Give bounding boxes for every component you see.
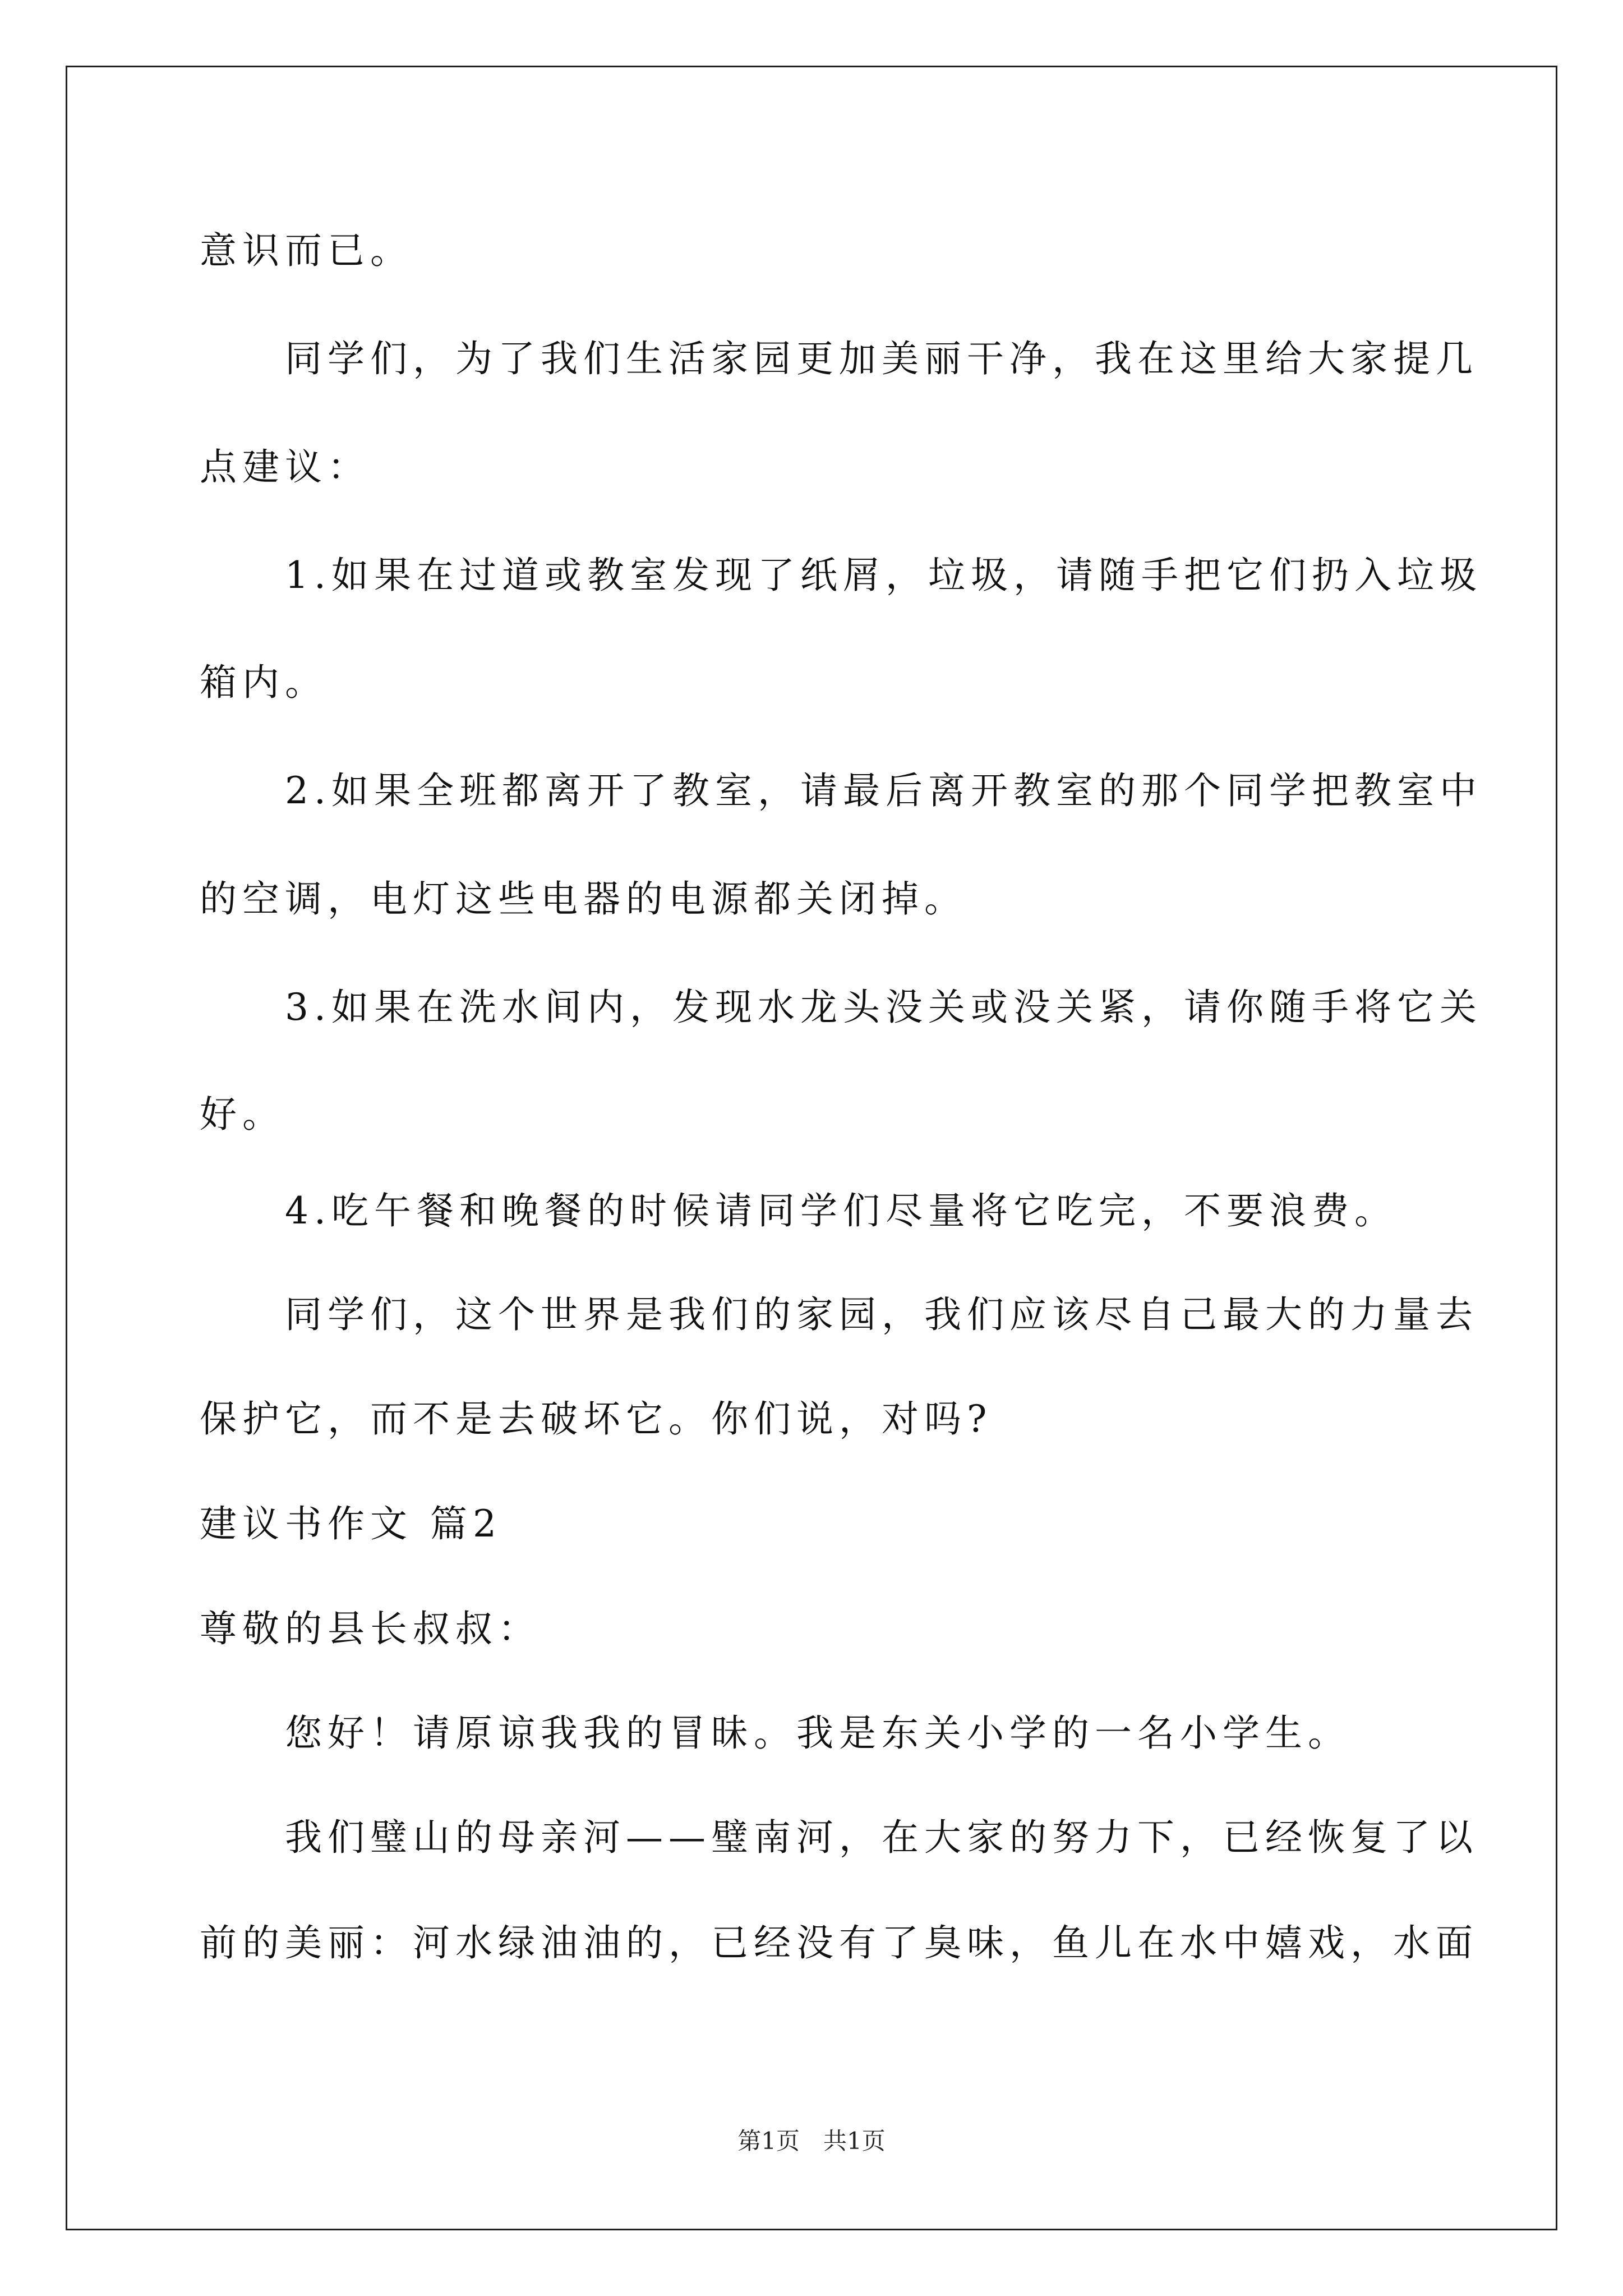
text-line: 2.如果全班都离开了教室，请最后离开教室的那个同学把教室中 [200,769,1482,812]
text-line: 同学们，为了我们生活家园更加美丽干净，我在这里给大家提几 [200,337,1478,380]
text-line: 保护它，而不是去破坏它。你们说，对吗? [200,1397,993,1441]
text-line: 1.如果在过道或教室发现了纸屑，垃圾，请随手把它们扔入垃圾 [200,554,1482,597]
text-line: 箱内。 [200,661,328,704]
section-heading: 建议书作文 篇2 [200,1502,502,1545]
page-footer: 第1页 共1页 [737,2127,886,2155]
text-line: 我们璧山的母亲河——璧南河，在大家的努力下，已经恢复了以 [200,1816,1478,1859]
text-line: 同学们，这个世界是我们的家园，我们应该尽自己最大的力量去 [200,1293,1478,1336]
text-line: 好。 [200,1093,285,1136]
text-line: 前的美丽：河水绿油油的，已经没有了臭味，鱼儿在水中嬉戏，水面 [200,1921,1478,1964]
text-line: 的空调，电灯这些电器的电源都关闭掉。 [200,877,967,921]
text-line: 您好！请原谅我我的冒昧。我是东关小学的一名小学生。 [200,1711,1350,1755]
salutation: 尊敬的县长叔叔： [200,1607,541,1650]
text-line: 意识而已。 [200,229,413,272]
text-line: 3.如果在洗水间内，发现水龙头没关或没关紧，请你随手将它关 [200,986,1482,1029]
page-border [66,66,1557,2230]
text-line: 4.吃午餐和晚餐的时候请同学们尽量将它吃完，不要浪费。 [200,1189,1397,1232]
text-line: 点建议： [200,445,370,489]
